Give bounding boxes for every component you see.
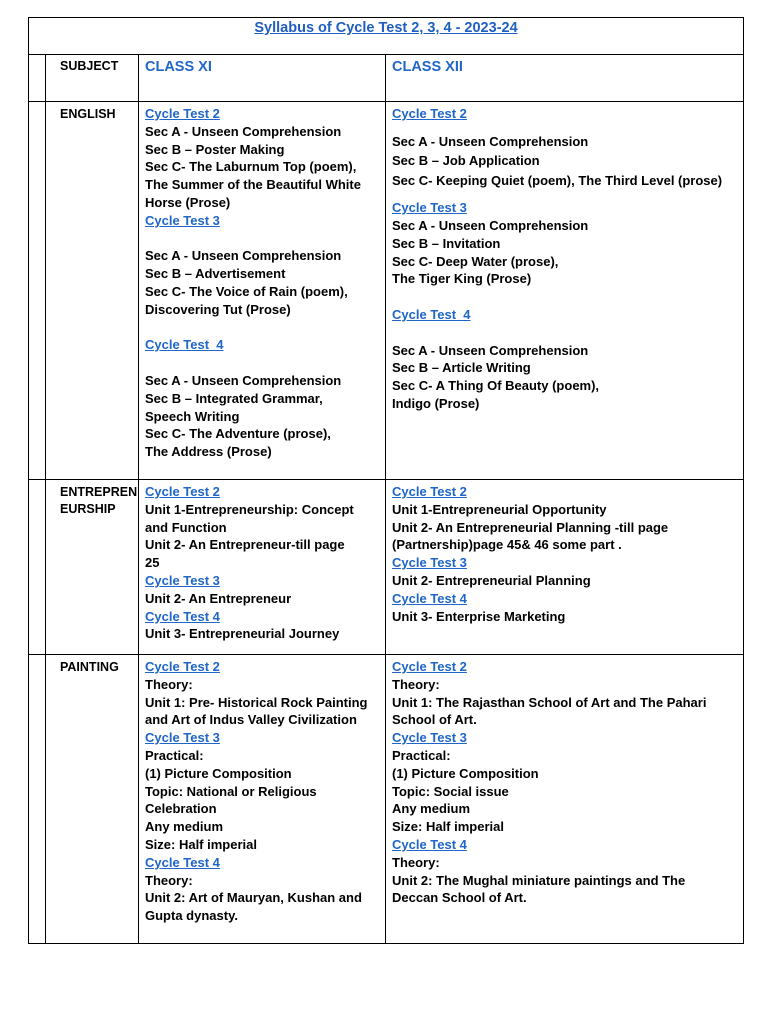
syllabus-line: Unit 2: Art of Mauryan, Kushan and: [145, 890, 362, 906]
cycle-test-link[interactable]: Cycle Test 3: [392, 555, 467, 571]
syllabus-line: Theory:: [392, 854, 440, 870]
syllabus-line: Unit 2- Entrepreneurial Planning: [392, 572, 591, 588]
class-xii-cell: [386, 102, 744, 480]
subject-line: EURSHIP: [60, 502, 116, 516]
cycle-test-link[interactable]: Cycle Test 3: [145, 572, 220, 588]
syllabus-line: (1) Picture Composition: [145, 765, 292, 781]
syllabus-line: Size: Half imperial: [145, 836, 257, 852]
subject-header: SUBJECT: [46, 55, 139, 102]
syllabus-line: Sec A - Unseen Comprehension: [392, 342, 589, 358]
syllabus-line: Unit 2- An Entrepreneur-till page: [145, 537, 345, 553]
subject-cell: ENGLISH: [46, 102, 139, 480]
syllabus-line: Unit 3- Enterprise Marketing: [392, 608, 566, 624]
syllabus-line: Practical:: [392, 747, 451, 763]
syllabus-line: Celebration: [145, 801, 217, 817]
syllabus-line: Unit 1: Pre- Historical Rock Painting: [145, 694, 368, 710]
cycle-test-link[interactable]: Cycle Test 4: [392, 590, 467, 606]
syllabus-line: Unit 1-Entrepreneurial Opportunity: [392, 501, 607, 517]
cycle-test-link[interactable]: Cycle Test 3: [145, 730, 220, 746]
syllabus-line: Sec C- The Voice of Rain (poem),: [145, 283, 348, 299]
syllabus-line: Sec A - Unseen Comprehension: [392, 218, 589, 234]
syllabus-line: Unit 1: The Rajasthan School of Art and The Pahari: [392, 694, 707, 710]
syllabus-line: Sec B – Article Writing: [392, 360, 531, 376]
syllabus-table: [28, 17, 744, 944]
syllabus-line: Horse (Prose): [145, 194, 231, 210]
syllabus-line: Sec B – Integrated Grammar,: [145, 390, 323, 406]
cycle-test-link[interactable]: Cycle Test 2: [392, 484, 467, 499]
blank-cell: [29, 102, 46, 480]
syllabus-line: Unit 2- An Entrepreneurial Planning -till page: [392, 519, 669, 535]
class-xi-header: CLASS XI: [139, 55, 386, 102]
syllabus-line: and Function: [145, 519, 227, 535]
subject-cell: PAINTING: [46, 655, 139, 944]
syllabus-line: The Address (Prose): [145, 444, 272, 460]
syllabus-title: Syllabus of Cycle Test 2, 3, 4 - 2023-24: [254, 20, 518, 36]
cycle-test-link[interactable]: Cycle Test 2: [145, 106, 220, 121]
syllabus-line: Deccan School of Art.: [392, 890, 527, 906]
blank-cell: [29, 480, 46, 655]
syllabus-line: Sec A - Unseen Comprehension: [392, 133, 589, 149]
syllabus-line: Sec B – Advertisement: [145, 266, 286, 282]
syllabus-line: Unit 1-Entrepreneurship: Concept: [145, 501, 354, 517]
table-row: [29, 655, 744, 944]
subject-cell: [46, 480, 139, 655]
syllabus-line: Indigo (Prose): [392, 396, 480, 412]
cycle-test-link[interactable]: Cycle Test 4: [392, 836, 467, 852]
syllabus-line: Sec A - Unseen Comprehension: [145, 372, 342, 388]
cycle-test-link[interactable]: Cycle Test 2: [145, 484, 220, 499]
blank-cell: [29, 55, 46, 102]
syllabus-line: Unit 2: The Mughal miniature paintings and The: [392, 872, 686, 888]
syllabus-line: (Partnership)page 45& 46 some part .: [392, 537, 622, 553]
cycle-test-link[interactable]: Cycle Test 2: [392, 106, 467, 121]
syllabus-line: (1) Picture Composition: [392, 765, 539, 781]
class-xi-cell: [139, 102, 386, 480]
cycle-test-link[interactable]: Cycle Test 2: [392, 659, 467, 674]
table-row: [29, 102, 744, 480]
syllabus-line: Sec A - Unseen Comprehension: [145, 123, 342, 139]
syllabus-line: and Art of Indus Valley Civilization: [145, 712, 357, 728]
syllabus-line: Topic: National or Religious: [145, 783, 317, 799]
syllabus-line: Sec C- Keeping Quiet (poem), The Third Level (prose): [392, 172, 723, 188]
cycle-test-link[interactable]: Cycle Test 3: [392, 200, 467, 216]
syllabus-line: Practical:: [145, 747, 204, 763]
syllabus-line: Sec C- The Adventure (prose),: [145, 426, 331, 442]
syllabus-line: Sec B – Invitation: [392, 235, 501, 251]
syllabus-line: Gupta dynasty.: [145, 908, 238, 924]
cycle-test-link[interactable]: Cycle Test 4: [392, 307, 471, 323]
blank-cell: [29, 655, 46, 944]
syllabus-line: Unit 2- An Entrepreneur: [145, 590, 292, 606]
syllabus-line: Theory:: [145, 676, 193, 692]
syllabus-line: School of Art.: [392, 712, 477, 728]
cycle-test-link[interactable]: Cycle Test 4: [145, 337, 224, 353]
syllabus-line: Theory:: [145, 872, 193, 888]
title-row: [29, 18, 744, 55]
syllabus-line: Any medium: [145, 819, 224, 835]
syllabus-line: Discovering Tut (Prose): [145, 301, 291, 317]
cycle-test-link[interactable]: Cycle Test 4: [145, 608, 220, 624]
class-xi-cell: [139, 655, 386, 944]
syllabus-line: Sec C- A Thing Of Beauty (poem),: [392, 378, 600, 394]
syllabus-line: Topic: Social issue: [392, 783, 509, 799]
syllabus-line: Sec A - Unseen Comprehension: [145, 248, 342, 264]
subject-line: ENTREPREN: [60, 485, 138, 499]
syllabus-line: Theory:: [392, 676, 440, 692]
syllabus-line: 25: [145, 555, 160, 571]
syllabus-line: Any medium: [392, 801, 471, 817]
class-xii-cell: [386, 480, 744, 655]
header-row: [29, 55, 744, 102]
syllabus-line: Sec B – Job Application: [392, 153, 540, 169]
cycle-test-link[interactable]: Cycle Test 3: [145, 212, 220, 228]
cycle-test-link[interactable]: Cycle Test 3: [392, 730, 467, 746]
cycle-test-link[interactable]: Cycle Test 4: [145, 854, 220, 870]
class-xi-cell: [139, 480, 386, 655]
syllabus-line: Speech Writing: [145, 408, 240, 424]
syllabus-line: The Summer of the Beautiful White: [145, 177, 361, 193]
syllabus-line: Size: Half imperial: [392, 819, 504, 835]
syllabus-line: Sec C- The Laburnum Top (poem),: [145, 159, 357, 175]
cycle-test-link[interactable]: Cycle Test 2: [145, 659, 220, 674]
syllabus-line: The Tiger King (Prose): [392, 271, 532, 287]
class-xii-cell: [386, 655, 744, 944]
syllabus-line: Sec C- Deep Water (prose),: [392, 253, 559, 269]
syllabus-line: Sec B – Poster Making: [145, 141, 285, 157]
table-row: [29, 480, 744, 655]
class-xii-header: CLASS XII: [386, 55, 744, 102]
syllabus-line: Unit 3- Entrepreneurial Journey: [145, 626, 340, 642]
